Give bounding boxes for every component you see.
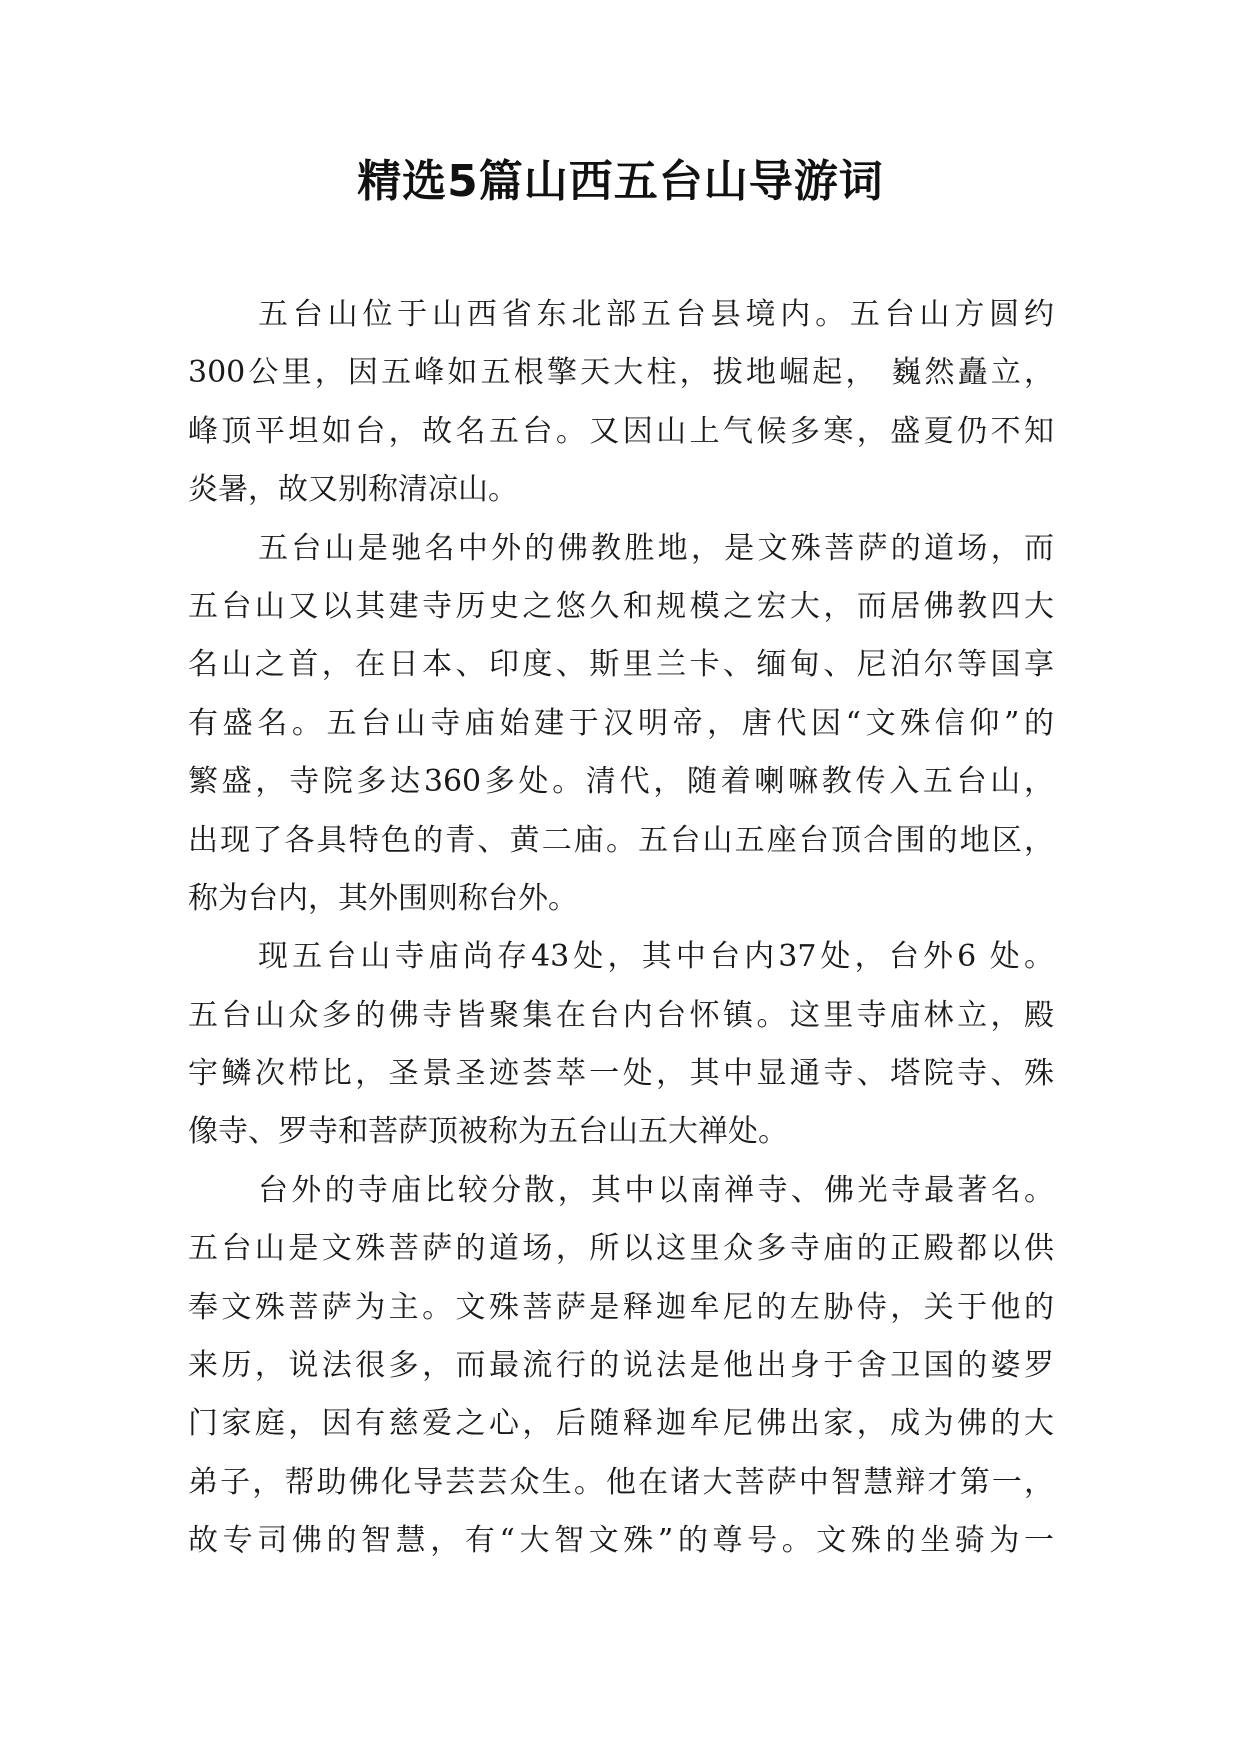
body-text-line: 繁盛，寺院多达360多处。清代，随着喇嘛教传入五台山， bbox=[188, 764, 1054, 800]
body-text-line: 五台山众多的佛寺皆聚集在台内台怀镇。这里寺庙林立，殿 bbox=[188, 997, 1054, 1033]
body-text-line: 称为台内，其外围则称台外。 bbox=[188, 880, 578, 916]
body-text-line: 宇鳞次栉比，圣景圣迹荟萃一处，其中显通寺、塔院寺、殊 bbox=[188, 1056, 1054, 1092]
body-text-line: 故专司佛的智慧，有“大智文殊”的尊号。文殊的坐骑为一 bbox=[188, 1523, 1054, 1559]
body-text-line: 有盛名。五台山寺庙始建于汉明帝，唐代因“文殊信仰”的 bbox=[188, 705, 1054, 741]
body-text-line: 出现了各具特色的青、黄二庙。五台山五座台顶合围的地区， bbox=[188, 822, 1054, 858]
body-text-line: 五台山是文殊菩萨的道场，所以这里众多寺庙的正殿都以供 bbox=[188, 1231, 1054, 1267]
body-text-line: 五台山又以其建寺历史之悠久和规模之宏大，而居佛教四大 bbox=[188, 588, 1054, 624]
body-text-line: 来历，说法很多，而最流行的说法是他出身于舍卫国的婆罗 bbox=[188, 1348, 1054, 1384]
body-text-line: 五台山是驰名中外的佛教胜地，是文殊菩萨的道场，而 bbox=[258, 530, 1054, 566]
document-title: 精选5篇山西五台山导游词 bbox=[357, 156, 884, 207]
body-text-line: 门家庭，因有慈爱之心，后随释迦牟尼佛出家，成为佛的大 bbox=[188, 1406, 1054, 1442]
document-body bbox=[188, 286, 1054, 1571]
body-text-line: 现五台山寺庙尚存43处，其中台内37处，台外6 处。 bbox=[258, 939, 1054, 975]
body-text-line: 台外的寺庙比较分散，其中以南禅寺、佛光寺最著名。 bbox=[258, 1172, 1054, 1208]
body-text-line: 300公里，因五峰如五根擎天大柱，拔地崛起， 巍然矗立， bbox=[188, 355, 1054, 391]
body-text-line: 名山之首，在日本、印度、斯里兰卡、缅甸、尼泊尔等国享 bbox=[188, 647, 1054, 683]
body-text-line: 五台山位于山西省东北部五台县境内。五台山方圆约 bbox=[258, 297, 1054, 332]
body-text-line: 像寺、罗寺和菩萨顶被称为五台山五大禅处。 bbox=[188, 1114, 788, 1150]
body-text-line: 峰顶平坦如台，故名五台。又因山上气候多寒，盛夏仍不知 bbox=[188, 413, 1054, 449]
body-text-line: 炎暑，故又别称清凉山。 bbox=[188, 472, 518, 508]
body-text-line: 奉文殊菩萨为主。文殊菩萨是释迦牟尼的左胁侍，关于他的 bbox=[188, 1289, 1054, 1325]
body-text-line: 弟子，帮助佛化导芸芸众生。他在诸大菩萨中智慧辩才第一， bbox=[188, 1464, 1054, 1500]
